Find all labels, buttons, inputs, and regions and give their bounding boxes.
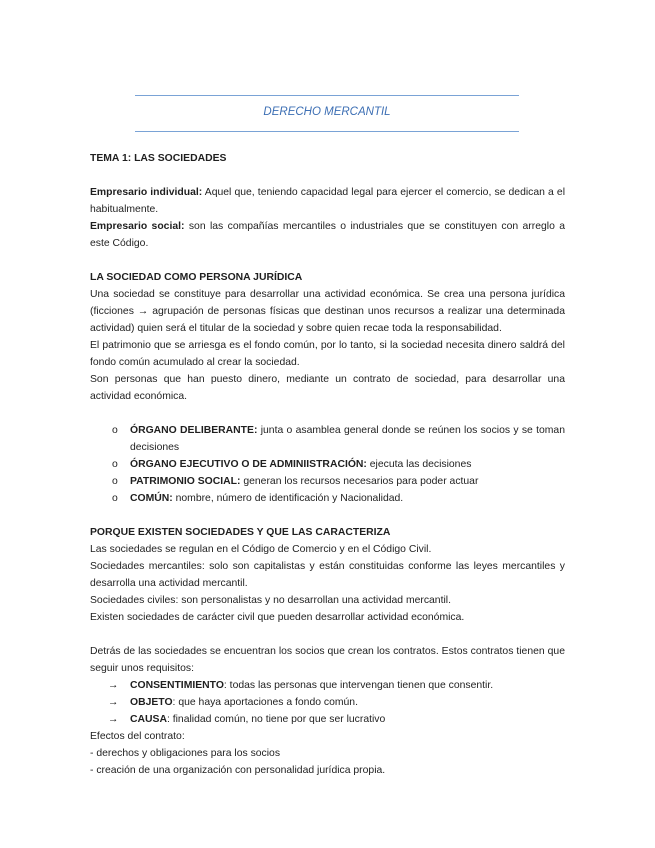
list-item xyxy=(90,694,565,711)
spacer xyxy=(90,626,565,643)
list-item-term: COMÚN: xyxy=(130,493,173,504)
paragraph: Las sociedades se regulan en el Código de Comercio y en el Código Civil. xyxy=(90,544,432,555)
arrow-right-icon: → xyxy=(108,714,119,725)
paragraph: Existen sociedades de carácter civil que pueden desarrollar actividad económica. xyxy=(90,612,465,623)
spacer xyxy=(90,405,565,422)
list-item-term: OBJETO xyxy=(130,697,173,708)
header-top-rule xyxy=(135,95,519,96)
paragraph: El patrimonio que se arriesga es el fondo común, por lo tanto, si la sociedad necesita dinero saldrá del fondo común acumulado al crear la sociedad. xyxy=(90,340,565,368)
requirements-list xyxy=(90,677,565,728)
list-item-text: junta o asamblea general donde se reúnen los socios y se toman decisiones xyxy=(130,425,565,453)
paragraph: - creación de una organización con personalidad jurídica propia. xyxy=(90,765,386,776)
definition-text: Aquel que, teniendo capacidad legal para ejercer el comercio, se dedican a el habitualmente. xyxy=(90,187,566,215)
list-item-term: PATRIMONIO SOCIAL: xyxy=(130,476,241,487)
list-item-text: nombre, número de identificación y Nacionalidad. xyxy=(172,493,404,504)
section-heading: PORQUE EXISTEN SOCIEDADES Y QUE LAS CARACTERIZA xyxy=(90,527,391,538)
paragraph: Sociedades civiles: son personalistas y no desarrollan una actividad mercantil. xyxy=(90,595,451,606)
header-bottom-rule xyxy=(135,131,519,132)
list-item-term: CAUSA xyxy=(130,714,167,725)
list-item-term: ÓRGANO DELIBERANTE: xyxy=(130,425,258,436)
bullet-marker: o xyxy=(112,493,118,504)
spacer xyxy=(90,252,565,269)
document-title: DERECHO MERCANTIL xyxy=(263,106,391,118)
definition-social xyxy=(90,218,565,252)
list-item xyxy=(90,711,565,728)
list-item xyxy=(90,456,565,473)
arrow-right-icon: → xyxy=(108,697,119,708)
bullet-marker: o xyxy=(112,476,118,487)
list-item xyxy=(90,473,565,490)
list-item-text: generan los recursos necesarios para poder actuar xyxy=(240,476,479,487)
list-item-text: : todas las personas que intervengan tienen que consentir. xyxy=(223,680,494,691)
list-item-text: ejecuta las decisiones xyxy=(366,459,472,470)
paragraph: - derechos y obligaciones para los socios xyxy=(90,748,281,759)
list-item-term: CONSENTIMIENTO xyxy=(130,680,224,691)
list-item xyxy=(90,422,565,456)
organ-list xyxy=(90,422,565,507)
paragraph: Efectos del contrato: xyxy=(90,731,185,742)
definition-individual xyxy=(90,184,565,218)
paragraph: Una sociedad se constituye para desarrollar una actividad económica. Se crea una persona jurídica (ficciones → agrupación de personas físicas que destinan unos recursos a realizar una determinada actividad) quien será el titular de la sociedad y sobre quien recae toda la responsabilidad. xyxy=(90,289,565,334)
list-item-text: : finalidad común, no tiene por que ser lucrativo xyxy=(166,714,386,725)
definition-term: Empresario individual: xyxy=(90,187,203,198)
document-body xyxy=(90,150,565,779)
definition-term: Empresario social: xyxy=(90,221,185,232)
list-item-text: : que haya aportaciones a fondo común. xyxy=(172,697,358,708)
list-item xyxy=(90,677,565,694)
spacer xyxy=(90,507,565,524)
list-item xyxy=(90,490,565,507)
paragraph: Detrás de las sociedades se encuentran los socios que crean los contratos. Estos contratos tienen que seguir unos requisitos: xyxy=(90,646,565,674)
bullet-marker: o xyxy=(112,459,118,470)
spacer xyxy=(90,167,565,184)
section-heading: LA SOCIEDAD COMO PERSONA JURÍDICA xyxy=(90,272,303,283)
definition-text: son las compañías mercantiles o industriales que se constituyen con arreglo a este Código. xyxy=(90,221,565,249)
paragraph: Sociedades mercantiles: solo son capitalistas y están constituidas conforme las leyes mercantiles y desarrolla una actividad mercantil. xyxy=(90,561,565,589)
list-item-term: ÓRGANO EJECUTIVO O DE ADMINIISTRACIÓN: xyxy=(130,459,367,470)
topic-heading: TEMA 1: LAS SOCIEDADES xyxy=(90,153,227,164)
arrow-right-icon: → xyxy=(108,680,119,691)
bullet-marker: o xyxy=(112,425,118,436)
paragraph: Son personas que han puesto dinero, mediante un contrato de sociedad, para desarrollar una actividad económica. xyxy=(90,374,565,402)
